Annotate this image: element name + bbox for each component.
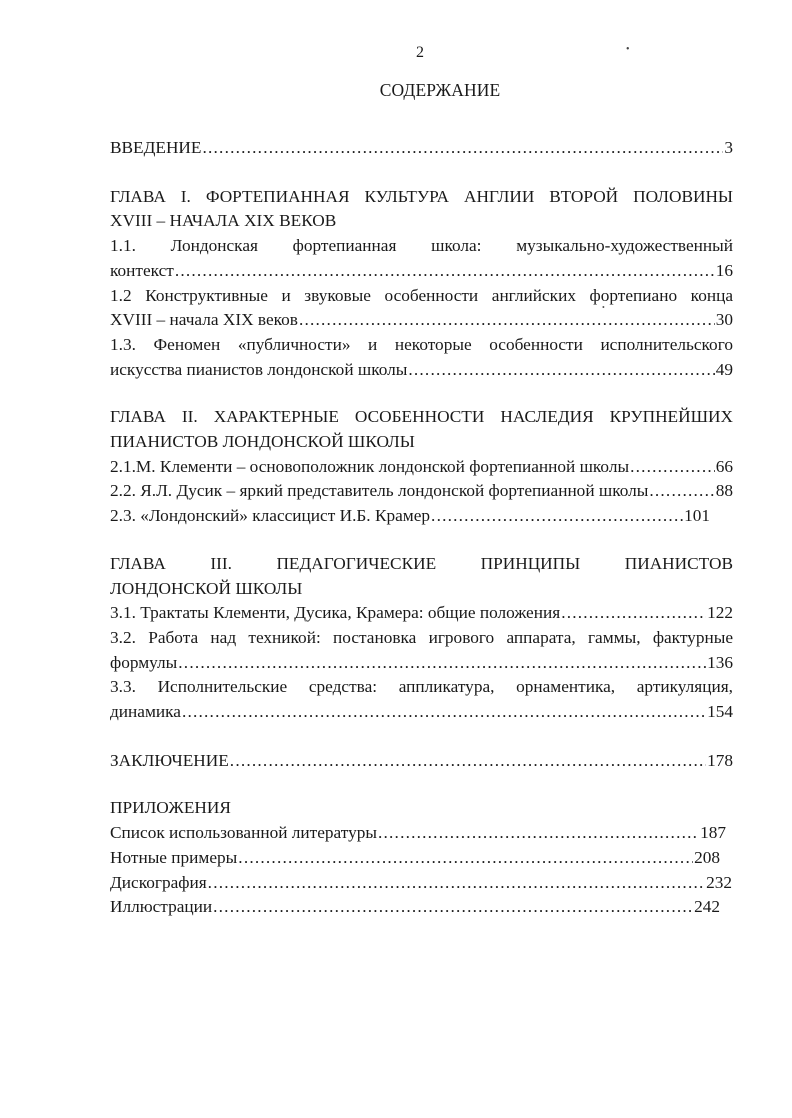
appendices: [110, 796, 733, 920]
toc-entry[interactable]: [110, 846, 720, 871]
toc-entry-page: 187: [700, 823, 726, 843]
toc-entry-page: 154: [707, 702, 733, 722]
toc-entry-page: 3: [724, 138, 733, 157]
toc-entry-page: 66: [715, 456, 733, 476]
toc-entry-page: 122: [707, 603, 733, 623]
dot-leader: [213, 895, 693, 920]
page-number: 2: [416, 44, 424, 61]
toc-entry-conclusion[interactable]: [110, 749, 733, 774]
toc-entry-label: 2.1.М. Клементи – основоположник лондонской фортепианной школы: [110, 456, 630, 476]
toc-entry-label-cont: контекст: [110, 260, 174, 280]
dot-leader: [230, 749, 706, 774]
table-of-contents: [110, 136, 733, 920]
chapter-2: [110, 405, 733, 529]
toc-entry[interactable]: [110, 821, 726, 846]
dot-leader: [561, 601, 706, 626]
toc-entry-label-cont: искусства пианистов лондонской школы: [110, 359, 408, 379]
scan-artifact-dot: •: [626, 44, 630, 55]
toc-entry-label: 3.1. Трактаты Клементи, Дусика, Крамера: общие положения: [110, 603, 561, 623]
toc-entry[interactable]: [110, 234, 733, 283]
dot-leader: [408, 358, 714, 383]
dot-leader: [175, 259, 715, 284]
toc-entry[interactable]: [110, 284, 733, 333]
toc-entry[interactable]: [110, 333, 733, 382]
toc-entry[interactable]: [110, 455, 733, 480]
dot-leader: [208, 871, 705, 896]
toc-entry-label: 1.1. Лондонская фортепианная школа: музыкально-художественный: [110, 236, 733, 256]
toc-entry-label: 3.2. Работа над техникой: постановка игрового аппарата, гаммы, фактурные: [110, 627, 733, 647]
chapter-heading-cont: XVIII – НАЧАЛА XIX ВЕКОВ: [110, 211, 337, 231]
toc-entry-page: 101: [684, 506, 710, 526]
toc-entry-label: ЗАКЛЮЧЕНИЕ: [110, 750, 229, 770]
toc-entry-page: 208: [694, 847, 720, 867]
dot-leader: [202, 136, 723, 161]
chapter-heading-cont: ЛОНДОНСКОЙ ШКОЛЫ: [110, 578, 303, 598]
dot-leader: [182, 700, 706, 725]
appendices-heading[interactable]: ПРИЛОЖЕНИЯ: [110, 798, 231, 818]
toc-entry-label: Дискография: [110, 872, 207, 892]
toc-entry[interactable]: [110, 479, 733, 504]
toc-entry-page: 242: [694, 897, 720, 917]
dot-leader: [431, 504, 683, 529]
dot-leader: [299, 308, 715, 333]
toc-entry-label: 1.2 Конструктивные и звуковые особенности английских фортепиано конца: [110, 285, 733, 305]
toc-entry-label-cont: формулы: [110, 652, 178, 672]
toc-entry-page: 88: [715, 481, 733, 501]
chapter-heading[interactable]: ГЛАВА I. ФОРТЕПИАННАЯ КУЛЬТУРА АНГЛИИ ВТОРОЙ ПОЛОВИНЫ: [110, 186, 733, 206]
toc-entry-label: ВВЕДЕНИЕ: [110, 138, 202, 157]
toc-entry-label: 2.3. «Лондонский» классицист И.Б. Крамер: [110, 506, 431, 526]
dot-leader: [630, 455, 715, 480]
toc-entry-label: 1.3. Феномен «публичности» и некоторые особенности исполнительского: [110, 334, 733, 354]
toc-entry-label: Нотные примеры: [110, 847, 238, 867]
toc-entry[interactable]: [110, 895, 720, 920]
toc-entry-label: 2.2. Я.Л. Дусик – яркий представитель лондонской фортепианной школы: [110, 481, 649, 501]
toc-entry-label: Список использованной литературы: [110, 823, 377, 843]
scan-artifact-dot: •: [602, 303, 605, 312]
toc-entry[interactable]: [110, 601, 733, 626]
dot-leader: [238, 846, 693, 871]
toc-entry-label: Иллюстрации: [110, 897, 213, 917]
toc-entry-page: 49: [715, 359, 733, 379]
chapter-3: [110, 552, 733, 725]
chapter-heading[interactable]: ГЛАВА III. ПЕДАГОГИЧЕСКИЕ ПРИНЦИПЫ ПИАНИСТОВ: [110, 553, 733, 573]
toc-entry-page: 136: [707, 652, 733, 672]
toc-entry-introduction[interactable]: [110, 136, 733, 161]
toc-entry[interactable]: [110, 626, 733, 675]
dot-leader: [378, 821, 699, 846]
chapter-heading[interactable]: ГЛАВА II. ХАРАКТЕРНЫЕ ОСОБЕННОСТИ НАСЛЕДИЯ КРУПНЕЙШИХ: [110, 407, 733, 427]
toc-entry-page: 16: [715, 260, 733, 280]
toc-entry-label: 3.3. Исполнительские средства: аппликатура, орнаментика, артикуляция,: [110, 677, 733, 697]
dot-leader: [178, 651, 706, 676]
toc-entry[interactable]: [110, 871, 732, 896]
toc-entry-page: 30: [715, 310, 733, 330]
toc-entry-page: 178: [707, 750, 733, 770]
toc-entry-label-cont: XVIII – начала XIX веков: [110, 310, 298, 330]
chapter-heading-cont: ПИАНИСТОВ ЛОНДОНСКОЙ ШКОЛЫ: [110, 432, 415, 452]
toc-entry[interactable]: [110, 675, 733, 724]
page-title: СОДЕРЖАНИЕ: [379, 80, 501, 100]
chapter-1: [110, 185, 733, 383]
toc-entry[interactable]: [110, 504, 710, 529]
toc-entry-label-cont: динамика: [110, 702, 181, 722]
dot-leader: [649, 479, 714, 504]
toc-entry-page: 232: [706, 872, 732, 892]
